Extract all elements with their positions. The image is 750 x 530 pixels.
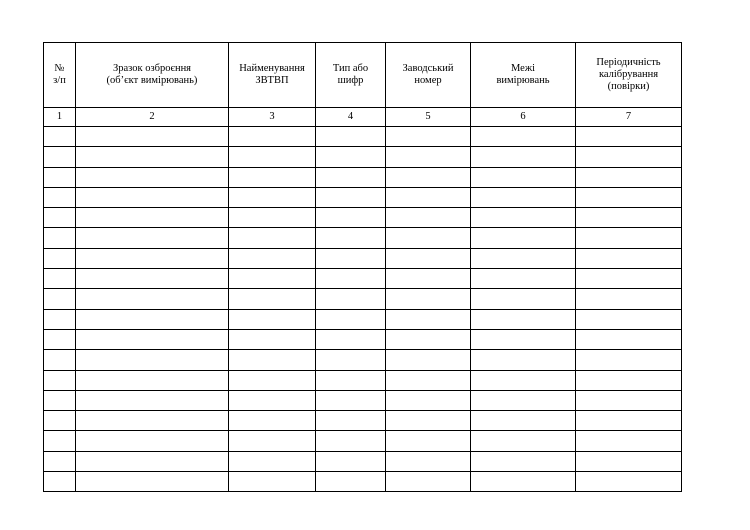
table-cell bbox=[576, 187, 682, 207]
table-cell bbox=[316, 309, 386, 329]
table-cell bbox=[386, 472, 471, 492]
table-cell bbox=[471, 269, 576, 289]
table-cell bbox=[576, 289, 682, 309]
table-cell bbox=[386, 350, 471, 370]
table-row bbox=[44, 472, 682, 492]
table-cell bbox=[229, 411, 316, 431]
table-cell bbox=[386, 289, 471, 309]
table-cell bbox=[471, 167, 576, 187]
table-cell bbox=[471, 289, 576, 309]
table-cell bbox=[76, 208, 229, 228]
table-cell bbox=[386, 248, 471, 268]
column-number-1: 1 bbox=[44, 108, 76, 127]
table-cell bbox=[316, 167, 386, 187]
header-cell-weapon-sample bbox=[76, 43, 229, 108]
table-cell bbox=[44, 329, 76, 349]
table-cell bbox=[44, 472, 76, 492]
table-cell bbox=[76, 187, 229, 207]
table-row bbox=[44, 269, 682, 289]
table-cell bbox=[386, 411, 471, 431]
table-cell bbox=[576, 390, 682, 410]
table-row bbox=[44, 147, 682, 167]
table-cell bbox=[76, 309, 229, 329]
table-cell bbox=[229, 472, 316, 492]
table-cell bbox=[576, 167, 682, 187]
table-row bbox=[44, 228, 682, 248]
table-cell bbox=[44, 228, 76, 248]
table-cell bbox=[44, 187, 76, 207]
table-cell bbox=[471, 451, 576, 471]
table-cell bbox=[76, 329, 229, 349]
header-cell-measurement-limits bbox=[471, 43, 576, 108]
table-cell bbox=[44, 350, 76, 370]
table-cell bbox=[386, 127, 471, 147]
table-cell bbox=[316, 370, 386, 390]
table-cell bbox=[576, 248, 682, 268]
table-cell bbox=[316, 147, 386, 167]
table-cell bbox=[386, 269, 471, 289]
table-cell bbox=[386, 309, 471, 329]
table-cell bbox=[44, 289, 76, 309]
header-serial-number-label: Заводський номер bbox=[402, 63, 454, 86]
table-cell bbox=[76, 147, 229, 167]
table-cell bbox=[229, 147, 316, 167]
header-cell-calibration-period bbox=[576, 43, 682, 108]
table-cell bbox=[44, 147, 76, 167]
table-cell bbox=[229, 208, 316, 228]
header-cell-type bbox=[316, 43, 386, 108]
column-number-row bbox=[44, 108, 682, 127]
table-cell bbox=[576, 127, 682, 147]
table-cell bbox=[471, 431, 576, 451]
header-weapon-sample-label: Зразок озброєння (об’єкт вимірювань) bbox=[106, 63, 198, 86]
table-cell bbox=[316, 289, 386, 309]
table-cell bbox=[316, 187, 386, 207]
column-number-3: 3 bbox=[229, 108, 316, 127]
table-row bbox=[44, 309, 682, 329]
table-cell bbox=[229, 269, 316, 289]
table-row bbox=[44, 208, 682, 228]
table-cell bbox=[44, 370, 76, 390]
table-row bbox=[44, 167, 682, 187]
table-cell bbox=[471, 472, 576, 492]
table-cell bbox=[386, 208, 471, 228]
header-row bbox=[44, 43, 682, 108]
table-cell bbox=[471, 350, 576, 370]
header-measurement-limits-label: Межі вимірювань bbox=[496, 63, 550, 86]
table-cell bbox=[229, 329, 316, 349]
column-number-2: 2 bbox=[76, 108, 229, 127]
table-cell bbox=[76, 269, 229, 289]
table-cell bbox=[471, 147, 576, 167]
table-cell bbox=[316, 127, 386, 147]
table-cell bbox=[386, 390, 471, 410]
table-cell bbox=[316, 472, 386, 492]
table-cell bbox=[76, 228, 229, 248]
table-cell bbox=[471, 208, 576, 228]
table-row bbox=[44, 451, 682, 471]
table-cell bbox=[76, 289, 229, 309]
table-row bbox=[44, 329, 682, 349]
table-cell bbox=[576, 269, 682, 289]
table-cell bbox=[576, 370, 682, 390]
table-cell bbox=[471, 309, 576, 329]
table-cell bbox=[471, 370, 576, 390]
table-cell bbox=[576, 451, 682, 471]
header-type-label: Тип або шифр bbox=[332, 63, 369, 86]
table-cell bbox=[229, 248, 316, 268]
table-cell bbox=[229, 127, 316, 147]
header-cell-serial-number bbox=[386, 43, 471, 108]
table-row bbox=[44, 248, 682, 268]
table-row bbox=[44, 289, 682, 309]
table-cell bbox=[44, 248, 76, 268]
header-instrument-name-label: Найменування ЗВТВП bbox=[239, 63, 305, 86]
table-cell bbox=[386, 451, 471, 471]
table-cell bbox=[386, 147, 471, 167]
table-cell bbox=[44, 390, 76, 410]
table-cell bbox=[316, 248, 386, 268]
table-cell bbox=[229, 370, 316, 390]
table-cell bbox=[76, 390, 229, 410]
table-cell bbox=[386, 228, 471, 248]
column-number-7: 7 bbox=[576, 108, 682, 127]
table-cell bbox=[76, 248, 229, 268]
table-cell bbox=[44, 167, 76, 187]
table-cell bbox=[229, 451, 316, 471]
table-cell bbox=[44, 309, 76, 329]
table-cell bbox=[386, 329, 471, 349]
table-row bbox=[44, 127, 682, 147]
table-cell bbox=[316, 411, 386, 431]
table-cell bbox=[471, 248, 576, 268]
table-cell bbox=[76, 370, 229, 390]
header-number-label: № з/п bbox=[53, 63, 66, 86]
table-row bbox=[44, 350, 682, 370]
table-cell bbox=[471, 187, 576, 207]
table-cell bbox=[576, 411, 682, 431]
table-cell bbox=[229, 390, 316, 410]
table-cell bbox=[576, 208, 682, 228]
table-cell bbox=[76, 411, 229, 431]
table-cell bbox=[229, 431, 316, 451]
table-cell bbox=[471, 411, 576, 431]
table-cell bbox=[44, 411, 76, 431]
header-cell-number bbox=[44, 43, 76, 108]
table-cell bbox=[229, 167, 316, 187]
table-row bbox=[44, 187, 682, 207]
table-cell bbox=[471, 390, 576, 410]
table-cell bbox=[76, 350, 229, 370]
table-cell bbox=[471, 127, 576, 147]
table-row bbox=[44, 370, 682, 390]
table-cell bbox=[229, 228, 316, 248]
column-number-6: 6 bbox=[471, 108, 576, 127]
header-cell-instrument-name bbox=[229, 43, 316, 108]
table-cell bbox=[316, 451, 386, 471]
table-cell bbox=[316, 208, 386, 228]
table-cell bbox=[76, 127, 229, 147]
table-cell bbox=[316, 431, 386, 451]
table-cell bbox=[576, 147, 682, 167]
table-cell bbox=[44, 127, 76, 147]
table-cell bbox=[576, 350, 682, 370]
table-cell bbox=[229, 289, 316, 309]
table-cell bbox=[76, 431, 229, 451]
table-cell bbox=[316, 390, 386, 410]
table-cell bbox=[44, 451, 76, 471]
table-cell bbox=[386, 167, 471, 187]
table-cell bbox=[44, 269, 76, 289]
table-cell bbox=[316, 269, 386, 289]
table-row bbox=[44, 431, 682, 451]
table-cell bbox=[229, 187, 316, 207]
table-cell bbox=[471, 228, 576, 248]
table-cell bbox=[576, 228, 682, 248]
table-cell bbox=[76, 167, 229, 187]
table-cell bbox=[576, 431, 682, 451]
table-row bbox=[44, 390, 682, 410]
table-cell bbox=[44, 431, 76, 451]
table-cell bbox=[386, 431, 471, 451]
table-cell bbox=[316, 329, 386, 349]
table-cell bbox=[229, 309, 316, 329]
table-row bbox=[44, 411, 682, 431]
table-cell bbox=[316, 228, 386, 248]
table-cell bbox=[576, 329, 682, 349]
header-calibration-period-label: Періодичність калібрування (повірки) bbox=[596, 57, 661, 92]
table-cell bbox=[576, 472, 682, 492]
table-cell bbox=[76, 472, 229, 492]
table-cell bbox=[386, 187, 471, 207]
table-cell bbox=[76, 451, 229, 471]
table-cell bbox=[576, 309, 682, 329]
table-cell bbox=[316, 350, 386, 370]
table-cell bbox=[471, 329, 576, 349]
calibration-register-table bbox=[43, 42, 682, 492]
table-cell bbox=[229, 350, 316, 370]
column-number-4: 4 bbox=[316, 108, 386, 127]
table-cell bbox=[44, 208, 76, 228]
column-number-5: 5 bbox=[386, 108, 471, 127]
table-cell bbox=[386, 370, 471, 390]
